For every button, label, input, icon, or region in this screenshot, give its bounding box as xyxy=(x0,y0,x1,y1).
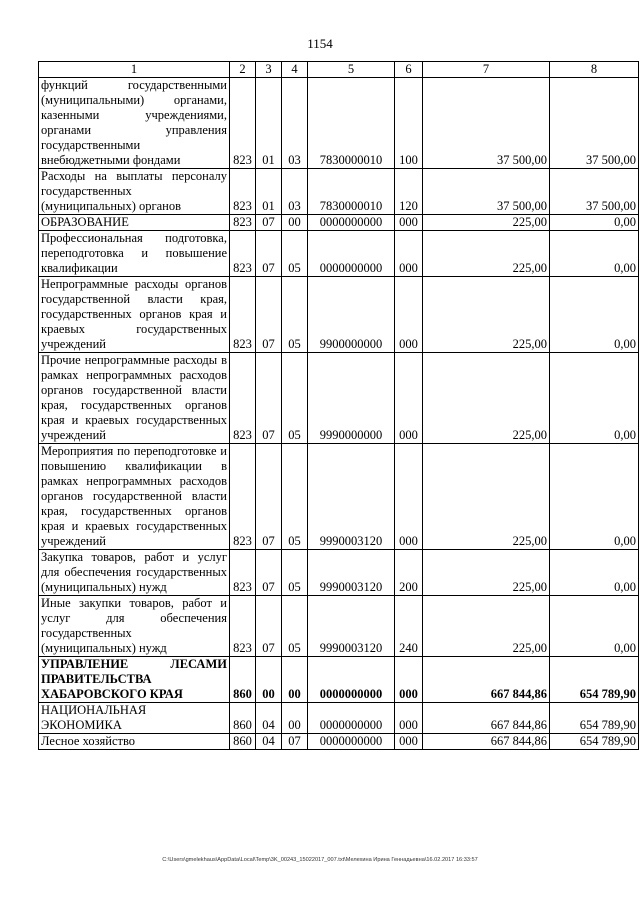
section-code: 07 xyxy=(256,353,282,444)
amount-col-8: 654 789,90 xyxy=(550,703,639,734)
amount-col-8: 0,00 xyxy=(550,231,639,277)
column-header: 3 xyxy=(256,62,282,78)
amount-col-7: 667 844,86 xyxy=(423,703,550,734)
column-header: 7 xyxy=(423,62,550,78)
section-code: 01 xyxy=(256,169,282,215)
target-article-code: 9990003120 xyxy=(308,444,395,550)
row-description: Профессиональная подготовка, переподготовка и повышение квалификации xyxy=(39,231,230,277)
subsection-code: 00 xyxy=(282,703,308,734)
expense-type-code: 000 xyxy=(395,353,423,444)
target-article-code: 9990000000 xyxy=(308,353,395,444)
subsection-code: 00 xyxy=(282,657,308,703)
amount-col-7: 37 500,00 xyxy=(423,169,550,215)
amount-col-7: 225,00 xyxy=(423,231,550,277)
ministry-code: 823 xyxy=(230,215,256,231)
column-header: 1 xyxy=(39,62,230,78)
row-description: ОБРАЗОВАНИЕ xyxy=(39,215,230,231)
target-article-code: 0000000000 xyxy=(308,657,395,703)
amount-col-8: 0,00 xyxy=(550,550,639,596)
amount-col-7: 37 500,00 xyxy=(423,78,550,169)
subsection-code: 05 xyxy=(282,277,308,353)
ministry-code: 823 xyxy=(230,169,256,215)
table-header-row xyxy=(39,62,639,78)
row-description: Расходы на выплаты персоналу государственных (муниципальных) органов xyxy=(39,169,230,215)
amount-col-8: 0,00 xyxy=(550,444,639,550)
expense-type-code: 000 xyxy=(395,215,423,231)
expense-type-code: 000 xyxy=(395,657,423,703)
row-description: Закупка товаров, работ и услуг для обеспечения государственных (муниципальных) нужд xyxy=(39,550,230,596)
table-row xyxy=(39,231,639,277)
column-header: 6 xyxy=(395,62,423,78)
page-number: 1154 xyxy=(307,36,333,51)
section-code: 07 xyxy=(256,215,282,231)
subsection-code: 03 xyxy=(282,169,308,215)
amount-col-7: 667 844,86 xyxy=(423,734,550,750)
expense-type-code: 200 xyxy=(395,550,423,596)
expense-type-code: 000 xyxy=(395,444,423,550)
expense-type-code: 000 xyxy=(395,277,423,353)
table-row xyxy=(39,78,639,169)
amount-col-7: 225,00 xyxy=(423,596,550,657)
amount-col-8: 0,00 xyxy=(550,277,639,353)
section-code: 07 xyxy=(256,444,282,550)
table-row xyxy=(39,596,639,657)
amount-col-7: 225,00 xyxy=(423,550,550,596)
target-article-code: 0000000000 xyxy=(308,703,395,734)
ministry-code: 823 xyxy=(230,353,256,444)
amount-col-7: 667 844,86 xyxy=(423,657,550,703)
section-code: 04 xyxy=(256,703,282,734)
row-description: Мероприятия по переподготовке и повышению квалификации в рамках непрограммных расходов органов государственной власти края, государственных органов края и краевых государственных учреждений xyxy=(39,444,230,550)
row-description: Прочие непрограммные расходы в рамках непрограммных расходов органов государственной власти края, государственных органов края и краевых государственных учреждений xyxy=(39,353,230,444)
section-code: 00 xyxy=(256,657,282,703)
column-header: 4 xyxy=(282,62,308,78)
target-article-code: 9990003120 xyxy=(308,596,395,657)
amount-col-8: 0,00 xyxy=(550,596,639,657)
section-code: 07 xyxy=(256,277,282,353)
row-description: НАЦИОНАЛЬНАЯ ЭКОНОМИКА xyxy=(39,703,230,734)
subsection-code: 07 xyxy=(282,734,308,750)
amount-col-7: 225,00 xyxy=(423,353,550,444)
column-header: 5 xyxy=(308,62,395,78)
table-row xyxy=(39,734,639,750)
subsection-code: 05 xyxy=(282,231,308,277)
section-code: 07 xyxy=(256,596,282,657)
amount-col-8: 0,00 xyxy=(550,353,639,444)
expense-type-code: 000 xyxy=(395,703,423,734)
target-article-code: 0000000000 xyxy=(308,215,395,231)
subsection-code: 00 xyxy=(282,215,308,231)
target-article-code: 7830000010 xyxy=(308,78,395,169)
row-description: Лесное хозяйство xyxy=(39,734,230,750)
table-row xyxy=(39,703,639,734)
ministry-code: 823 xyxy=(230,277,256,353)
row-description: УПРАВЛЕНИЕ ЛЕСАМИ ПРАВИТЕЛЬСТВА ХАБАРОВСКОГО КРАЯ xyxy=(39,657,230,703)
subsection-code: 05 xyxy=(282,444,308,550)
column-header: 2 xyxy=(230,62,256,78)
amount-col-8: 654 789,90 xyxy=(550,657,639,703)
amount-col-8: 0,00 xyxy=(550,215,639,231)
file-path-footer: C:\Users\gmelekhaus\AppData\Local\Temp\3K_00243_15022017_007.txt\Мелехина Ирина Геннадьевна\16.02.2017 16:33:57 xyxy=(162,857,478,863)
section-code: 01 xyxy=(256,78,282,169)
ministry-code: 823 xyxy=(230,444,256,550)
amount-col-7: 225,00 xyxy=(423,277,550,353)
subsection-code: 05 xyxy=(282,353,308,444)
ministry-code: 860 xyxy=(230,703,256,734)
table-row xyxy=(39,353,639,444)
amount-col-8: 654 789,90 xyxy=(550,734,639,750)
section-code: 04 xyxy=(256,734,282,750)
ministry-code: 823 xyxy=(230,78,256,169)
target-article-code: 9900000000 xyxy=(308,277,395,353)
ministry-code: 823 xyxy=(230,596,256,657)
subsection-code: 03 xyxy=(282,78,308,169)
section-code: 07 xyxy=(256,231,282,277)
row-description: Непрограммные расходы органов государственной власти края, государственных органов края и краевых государственных учреждений xyxy=(39,277,230,353)
table-row xyxy=(39,657,639,703)
row-description: функций государственными (муниципальными) органами, казенными учреждениями, органами управления государственными внебюджетными фондами xyxy=(39,78,230,169)
column-header: 8 xyxy=(550,62,639,78)
amount-col-7: 225,00 xyxy=(423,215,550,231)
amount-col-8: 37 500,00 xyxy=(550,78,639,169)
expense-type-code: 000 xyxy=(395,231,423,277)
table-row xyxy=(39,169,639,215)
amount-col-7: 225,00 xyxy=(423,444,550,550)
table-row xyxy=(39,550,639,596)
target-article-code: 0000000000 xyxy=(308,734,395,750)
expense-type-code: 000 xyxy=(395,734,423,750)
target-article-code: 7830000010 xyxy=(308,169,395,215)
target-article-code: 9990003120 xyxy=(308,550,395,596)
ministry-code: 823 xyxy=(230,231,256,277)
expense-type-code: 100 xyxy=(395,78,423,169)
ministry-code: 860 xyxy=(230,734,256,750)
section-code: 07 xyxy=(256,550,282,596)
subsection-code: 05 xyxy=(282,550,308,596)
expense-type-code: 120 xyxy=(395,169,423,215)
ministry-code: 823 xyxy=(230,550,256,596)
subsection-code: 05 xyxy=(282,596,308,657)
table-row xyxy=(39,215,639,231)
row-description: Иные закупки товаров, работ и услуг для обеспечения государственных (муниципальных) нужд xyxy=(39,596,230,657)
budget-table xyxy=(38,61,639,750)
table-row xyxy=(39,277,639,353)
target-article-code: 0000000000 xyxy=(308,231,395,277)
expense-type-code: 240 xyxy=(395,596,423,657)
amount-col-8: 37 500,00 xyxy=(550,169,639,215)
ministry-code: 860 xyxy=(230,657,256,703)
table-row xyxy=(39,444,639,550)
